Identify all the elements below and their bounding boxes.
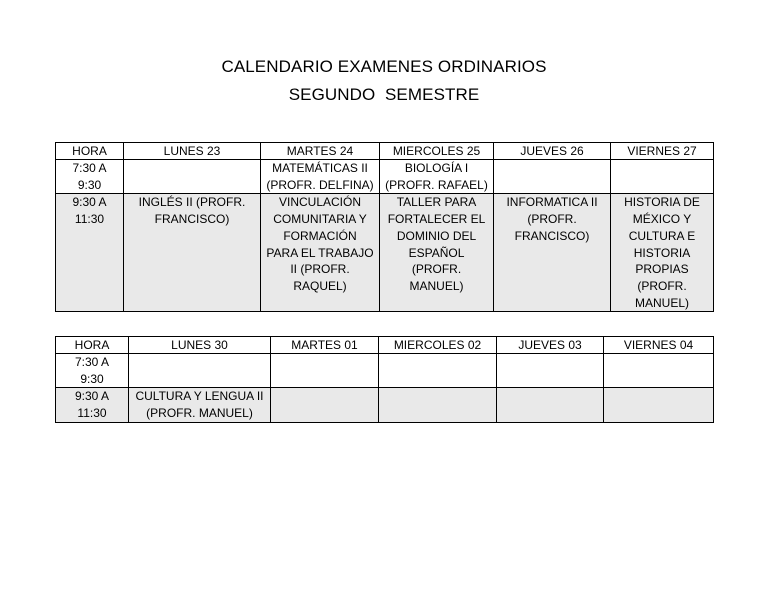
exam-cell: BIOLOGÍA I (PROFR. RAFAEL) — [380, 160, 494, 194]
header-cell-day: MARTES 24 — [261, 143, 380, 160]
exam-cell: TALLER PARA FORTALECER EL DOMINIO DEL ESPAÑOL (PROFR. MANUEL) — [380, 194, 494, 312]
table-row — [56, 388, 714, 422]
header-cell-day: MIERCOLES 25 — [380, 143, 494, 160]
header-cell-hora: HORA — [56, 143, 124, 160]
exam-cell: MATEMÁTICAS II (PROFR. DELFINA) — [261, 160, 380, 194]
header-row — [56, 337, 714, 354]
exam-schedule-week-2 — [55, 336, 714, 423]
time-slot-cell: 9:30 A 11:30 — [56, 388, 129, 422]
time-slot-cell: 7:30 A 9:30 — [56, 160, 124, 194]
exam-cell: INGLÉS II (PROFR. FRANCISCO) — [124, 194, 261, 312]
exam-cell: HISTORIA DE MÉXICO Y CULTURA E HISTORIA PROPIAS (PROFR. MANUEL) — [611, 194, 714, 312]
header-cell-day: VIERNES 04 — [604, 337, 714, 354]
exam-cell — [611, 160, 714, 194]
calendar-title: CALENDARIO EXAMENES ORDINARIOS — [221, 57, 547, 76]
exam-cell — [379, 354, 497, 388]
exam-cell — [271, 354, 379, 388]
header-cell-day: LUNES 30 — [129, 337, 271, 354]
table-row — [56, 354, 714, 388]
exam-cell — [604, 388, 714, 422]
exam-cell: CULTURA Y LENGUA II (PROFR. MANUEL) — [129, 388, 271, 422]
header-cell-day: MIERCOLES 02 — [379, 337, 497, 354]
exam-cell — [497, 388, 604, 422]
exam-cell — [129, 354, 271, 388]
exam-schedule-week-1 — [55, 142, 714, 312]
exam-cell: INFORMATICA II (PROFR. FRANCISCO) — [494, 194, 611, 312]
header-cell-day: JUEVES 26 — [494, 143, 611, 160]
table-row — [56, 160, 714, 194]
exam-cell: VINCULACIÓN COMUNITARIA Y FORMACIÓN PARA EL TRABAJO II (PROFR. RAQUEL) — [261, 194, 380, 312]
exam-cell — [271, 388, 379, 422]
exam-cell — [497, 354, 604, 388]
header-cell-day: MARTES 01 — [271, 337, 379, 354]
exam-cell — [379, 388, 497, 422]
table-row — [56, 194, 714, 312]
exam-cell — [124, 160, 261, 194]
semester-subtitle: SEGUNDO SEMESTRE — [288, 85, 480, 104]
header-cell-hora: HORA — [56, 337, 129, 354]
header-cell-day: LUNES 23 — [124, 143, 261, 160]
time-slot-cell: 7:30 A 9:30 — [56, 354, 129, 388]
header-cell-day: JUEVES 03 — [497, 337, 604, 354]
time-slot-cell: 9:30 A 11:30 — [56, 194, 124, 312]
exam-cell — [494, 160, 611, 194]
exam-cell — [604, 354, 714, 388]
header-cell-day: VIERNES 27 — [611, 143, 714, 160]
header-row — [56, 143, 714, 160]
